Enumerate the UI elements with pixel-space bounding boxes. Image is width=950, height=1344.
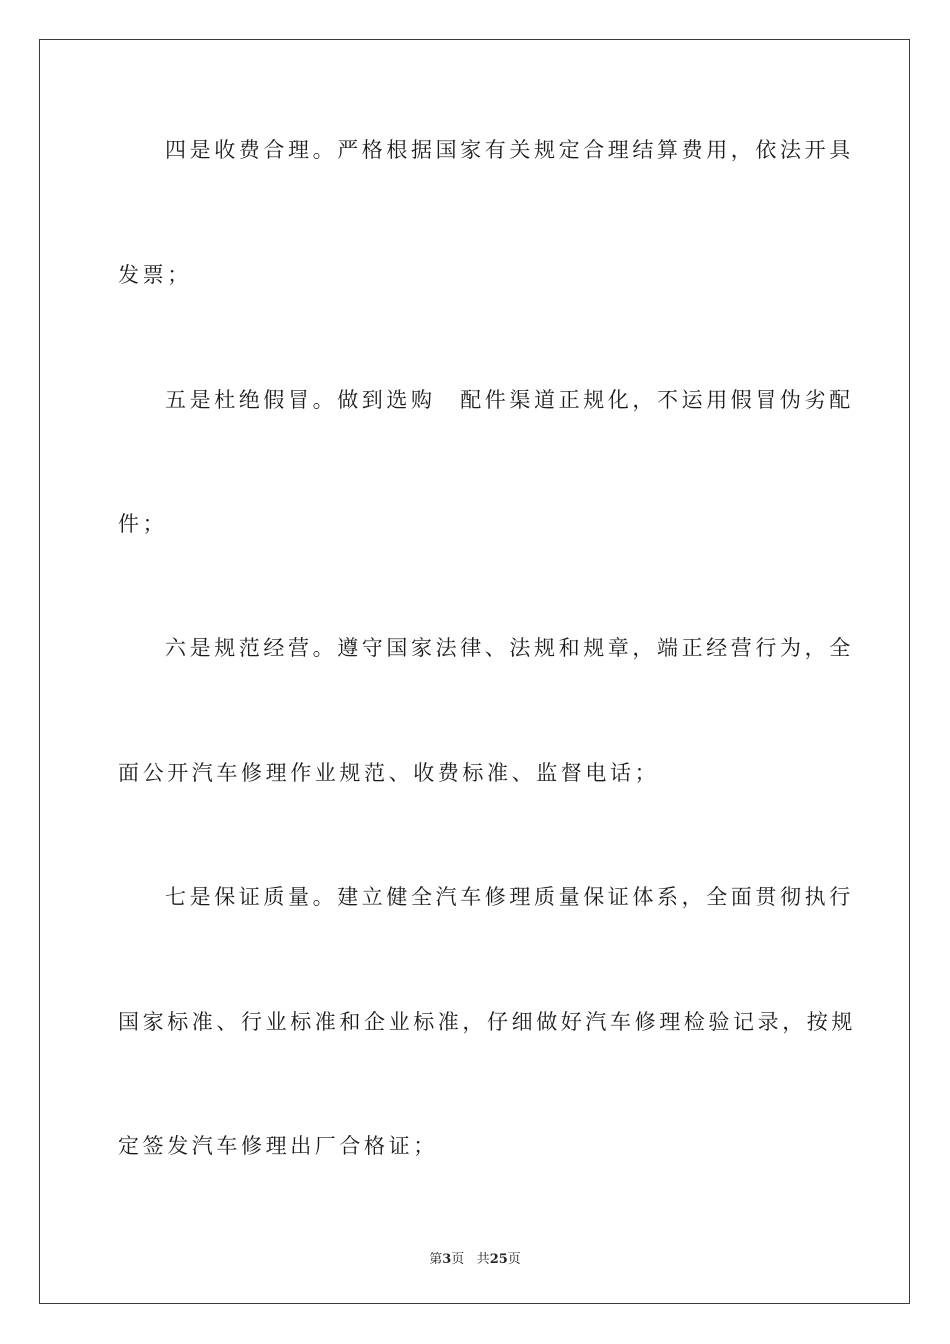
paragraph-line: 定签发汽车修理出厂合格证； (118, 1134, 438, 1158)
page-prefix: 第 (429, 1252, 443, 1267)
paragraph-line: 六是规范经营。遵守国家法律、法规和规章，端正经营行为，全 (165, 636, 854, 660)
paragraph-line: 五是杜绝假冒。做到选购 配件渠道正规化，不运用假冒伪劣配 (165, 388, 854, 412)
paragraph-line: 四是收费合理。严格根据国家有关规定合理结算费用，依法开具 (165, 138, 854, 162)
total-prefix: 共 (476, 1252, 490, 1267)
total-pages: 25 (489, 1252, 508, 1267)
paragraph-line: 发票； (118, 263, 192, 287)
page-footer (0, 1248, 950, 1267)
page-border (39, 39, 910, 1304)
paragraph-line: 七是保证质量。建立健全汽车修理质量保证体系，全面贯彻执行 (165, 885, 854, 909)
total-suffix: 页 (507, 1252, 521, 1267)
paragraph-line: 国家标准、行业标准和企业标准，仔细做好汽车修理检验记录，按规 (118, 1010, 856, 1034)
page-suffix: 页 (451, 1252, 465, 1267)
page-number: 3 (442, 1252, 452, 1267)
paragraph-line: 面公开汽车修理作业规范、收费标准、监督电话； (118, 761, 660, 785)
paragraph-line: 件； (118, 512, 168, 536)
